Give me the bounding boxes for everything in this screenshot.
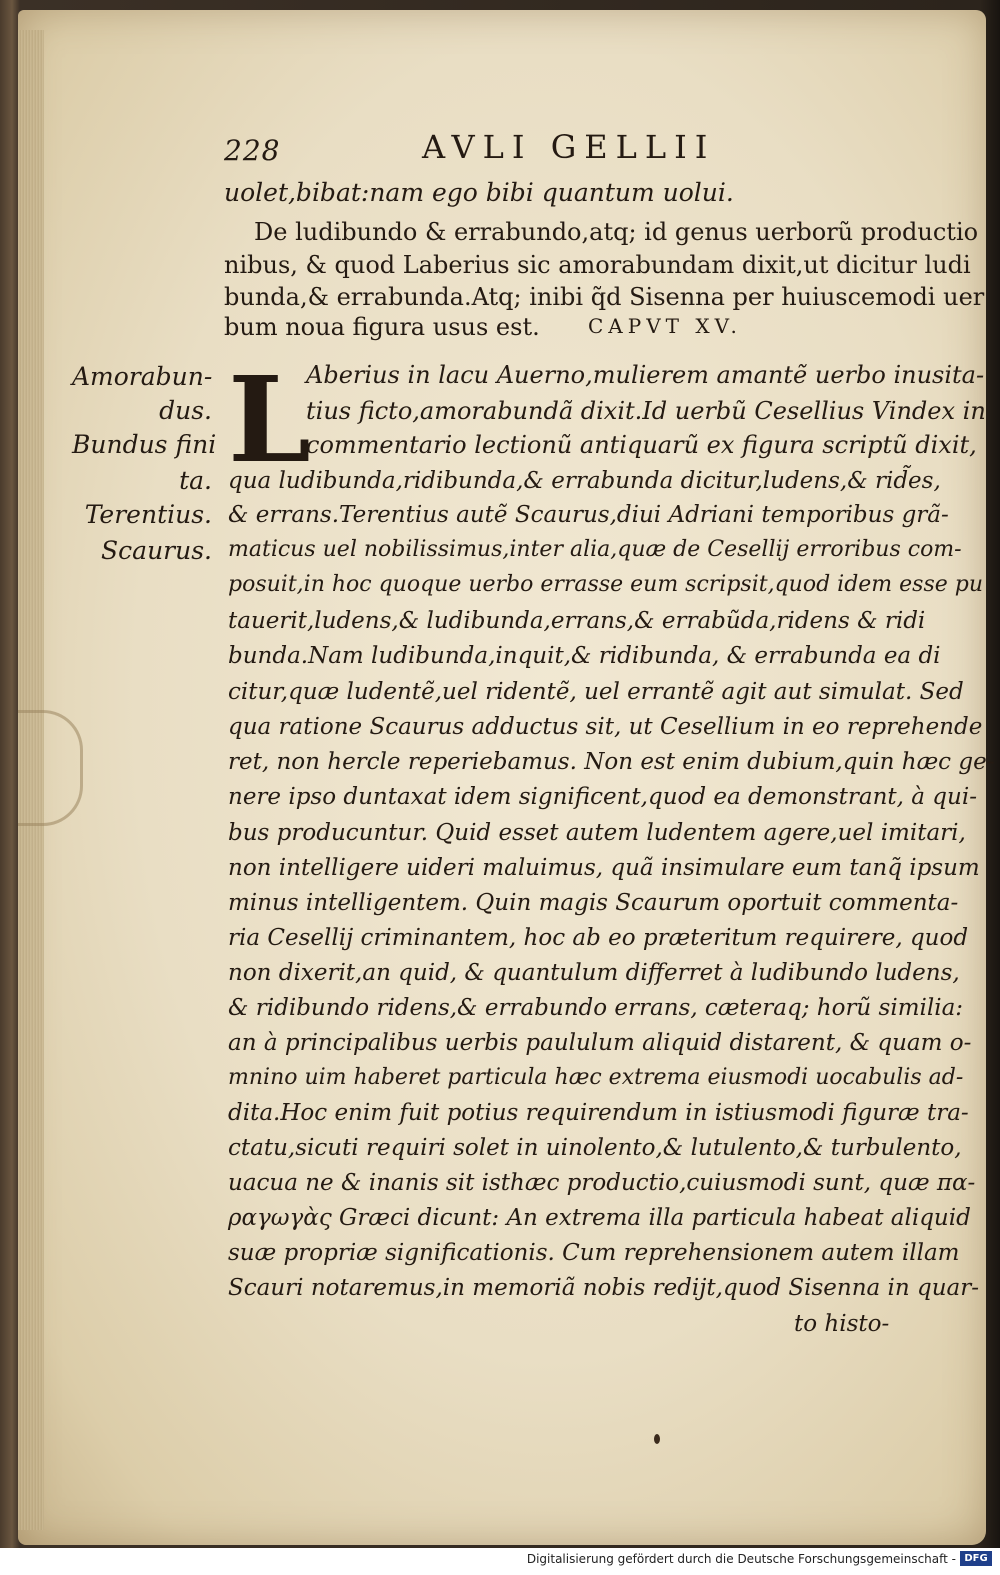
body-line: ria Cesellij criminantem, hoc ab eo præteritum requirere, quod xyxy=(228,925,969,951)
body-line: ret, non hercle reperiebamus. Non est enim dubium,quin hæc ge- xyxy=(228,749,995,775)
marginal-note: Terentius. xyxy=(84,500,212,529)
body-line: qua ratione Scaurus adductus sit, ut Cesellium in eo reprehende xyxy=(228,714,983,740)
page-number: 228 xyxy=(224,134,281,167)
body-line: commentario lectionũ antiquarũ ex figura scriptũ dixit, xyxy=(306,431,977,459)
marginal-note: Scaurus. xyxy=(101,536,212,565)
body-line: & ridibundo ridens,& errabundo errans, cæteraq; horũ similia: xyxy=(228,995,964,1021)
body-line: citur,quæ ludentẽ,uel ridentẽ, uel errantẽ agit aut simulat. Sed xyxy=(228,679,964,705)
body-line: uacua ne & inanis sit isthæc productio,cuiusmodi sunt, quæ πα- xyxy=(228,1170,976,1196)
body-line: bus producuntur. Quid esset autem ludentem agere,uel imitari, xyxy=(228,820,966,846)
body-line: tauerit,ludens,& ludibunda,errans,& errabũda,ridens & ridi xyxy=(228,608,926,634)
body-line: & errans.Terentius autẽ Scaurus,diui Adriani temporibus grã- xyxy=(228,502,949,528)
body-line: Aberius in lacu Auerno,mulierem amantẽ uerbo inusita- xyxy=(306,361,985,389)
drop-cap: L xyxy=(228,350,311,489)
body-line: tius ficto,amorabundã dixit.Id uerbũ Cesellius Vindex in xyxy=(306,397,986,425)
marginal-note: Bundus fini xyxy=(72,430,217,459)
marginal-note: ta. xyxy=(179,466,212,495)
dfg-logo: DFG xyxy=(960,1551,992,1566)
marginal-note: Amorabun- xyxy=(72,362,213,391)
clasp-mark xyxy=(18,710,83,826)
body-line: an à principalibus uerbis paululum aliquid distarent, & quam o- xyxy=(228,1030,972,1056)
footer-credit: Digitalisierung gefördert durch die Deutsche Forschungsgemeinschaft - xyxy=(526,1552,956,1566)
chapter-label: CAPVT XV. xyxy=(588,314,742,338)
marginal-note: dus. xyxy=(159,396,212,425)
body-line: qua ludibunda,ridibunda,& errabunda dicitur,ludens,& rid̃es, xyxy=(228,468,941,494)
heading-line: De ludibundo & errabundo,atq; id genus uerborũ productio xyxy=(254,218,979,246)
body-line: dita.Hoc enim fuit potius requirendum in istiusmodi figuræ tra- xyxy=(228,1100,969,1126)
ink-speck xyxy=(654,1434,660,1444)
body-line: ctatu,sicuti requiri solet in uinolento,& lutulento,& turbulento, xyxy=(228,1135,962,1161)
body-line: suæ propriæ significationis. Cum reprehensionem autem illam xyxy=(228,1240,960,1266)
body-line: non dixerit,an quid, & quantulum differret à ludibundo ludens, xyxy=(228,960,960,986)
body-line: posuit,in hoc quoque uerbo errasse eum scripsit,quod idem esse pu xyxy=(228,572,984,597)
catchword: to histo- xyxy=(794,1311,890,1337)
body-line: non intelligere uideri maluimus, quã insimulare eum tanq̃ ipsum xyxy=(228,855,980,881)
heading-line: uolet,bibat:nam ego bibi quantum uolui. xyxy=(224,178,734,207)
heading-line: nibus, & quod Laberius sic amorabundam dixit,ut dicitur ludi xyxy=(224,251,971,279)
page-header xyxy=(224,128,764,168)
body-line: maticus uel nobilissimus,inter alia,quæ de Cesellij erroribus com- xyxy=(228,537,962,562)
running-title: AVLI GELLII xyxy=(422,128,716,166)
body-line: ραγωγὰς Græci dicunt: An extrema illa particula habeat aliquid xyxy=(228,1205,971,1231)
body-line: bunda.Nam ludibunda,inquit,& ridibunda, & errabunda ea di xyxy=(228,643,941,669)
heading-line: bunda,& errabunda.Atq; inibi q̃d Sisenna per huiuscemodi uer xyxy=(224,283,985,311)
body-line: mnino uim haberet particula hæc extrema eiusmodi uocabulis ad- xyxy=(228,1065,964,1090)
body-line: Scauri notaremus,in memoriã nobis redijt,quod Sisenna in quar- xyxy=(228,1275,980,1301)
body-line: minus intelligentem. Quin magis Scaurum oportuit commenta- xyxy=(228,890,959,916)
heading-line: bum noua figura usus est. xyxy=(224,313,540,341)
body-line: nere ipso duntaxat idem significent,quod ea demonstrant, à qui- xyxy=(228,784,977,810)
